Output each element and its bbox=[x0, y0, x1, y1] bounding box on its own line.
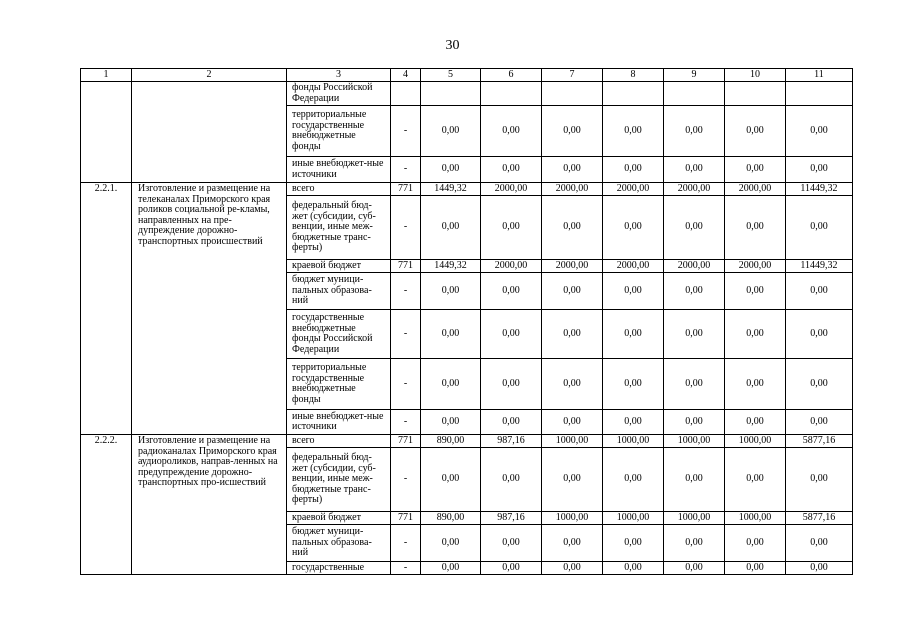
item-name-cell: Изготовление и размещение на телеканалах Приморского края роликов социальной ре-кламы, направленных на пре-дупреждение дорожно-транспортных происшествий bbox=[132, 183, 287, 435]
header-cell: 5 bbox=[421, 69, 481, 82]
amount-cell: 0,00 bbox=[786, 196, 853, 260]
header-cell: 11 bbox=[786, 69, 853, 82]
code-cell: 771 bbox=[391, 435, 421, 448]
amount-cell: 890,00 bbox=[421, 512, 481, 525]
amount-cell: 0,00 bbox=[542, 448, 603, 512]
amount-cell: 987,16 bbox=[481, 512, 542, 525]
amount-cell: 0,00 bbox=[786, 562, 853, 575]
amount-cell: 1000,00 bbox=[664, 435, 725, 448]
table-row bbox=[81, 435, 853, 448]
code-cell bbox=[391, 82, 421, 106]
amount-cell: 0,00 bbox=[542, 196, 603, 260]
amount-cell: 0,00 bbox=[725, 448, 786, 512]
amount-cell: 0,00 bbox=[421, 157, 481, 183]
amount-cell: 1000,00 bbox=[542, 512, 603, 525]
amount-cell: 0,00 bbox=[664, 157, 725, 183]
funding-source-cell: федеральный бюд-жет (субсидии, суб-венции, иные меж-бюджетные транс-ферты) bbox=[287, 448, 391, 512]
amount-cell: 0,00 bbox=[481, 448, 542, 512]
amount-cell: 0,00 bbox=[725, 359, 786, 410]
code-cell: - bbox=[391, 157, 421, 183]
funding-source-cell: иные внебюджет-ные источники bbox=[287, 157, 391, 183]
amount-cell: 0,00 bbox=[664, 448, 725, 512]
amount-cell: 1000,00 bbox=[542, 435, 603, 448]
amount-cell: 2000,00 bbox=[664, 260, 725, 273]
amount-cell: 0,00 bbox=[603, 157, 664, 183]
code-cell: - bbox=[391, 106, 421, 157]
code-cell: - bbox=[391, 273, 421, 310]
amount-cell: 0,00 bbox=[725, 106, 786, 157]
amount-cell: 0,00 bbox=[421, 448, 481, 512]
amount-cell: 1449,32 bbox=[421, 260, 481, 273]
amount-cell bbox=[603, 82, 664, 106]
amount-cell: 2000,00 bbox=[725, 260, 786, 273]
amount-cell: 0,00 bbox=[725, 310, 786, 359]
amount-cell: 0,00 bbox=[421, 310, 481, 359]
amount-cell: 0,00 bbox=[725, 157, 786, 183]
amount-cell: 890,00 bbox=[421, 435, 481, 448]
code-cell: 771 bbox=[391, 512, 421, 525]
amount-cell: 0,00 bbox=[786, 157, 853, 183]
amount-cell: 0,00 bbox=[421, 359, 481, 410]
funding-source-cell: краевой бюджет bbox=[287, 260, 391, 273]
amount-cell: 5877,16 bbox=[786, 435, 853, 448]
funding-source-cell: территориальные государственные внебюджетные фонды bbox=[287, 359, 391, 410]
item-number-cell: 2.2.1. bbox=[81, 183, 132, 435]
amount-cell: 0,00 bbox=[421, 106, 481, 157]
amount-cell: 1000,00 bbox=[664, 512, 725, 525]
amount-cell: 0,00 bbox=[603, 562, 664, 575]
header-cell: 4 bbox=[391, 69, 421, 82]
header-cell: 2 bbox=[132, 69, 287, 82]
amount-cell: 0,00 bbox=[481, 196, 542, 260]
amount-cell: 0,00 bbox=[481, 410, 542, 435]
item-name-cell: Изготовление и размещение на радиоканалах Приморского края аудиороликов, направ-ленных на предупреждение дорожно-транспортных про-исшествий bbox=[132, 435, 287, 575]
amount-cell: 0,00 bbox=[725, 525, 786, 562]
amount-cell: 0,00 bbox=[542, 525, 603, 562]
funding-source-cell: государственные bbox=[287, 562, 391, 575]
amount-cell: 0,00 bbox=[786, 273, 853, 310]
funding-source-cell: территориальные государственные внебюджетные фонды bbox=[287, 106, 391, 157]
header-cell: 9 bbox=[664, 69, 725, 82]
amount-cell: 0,00 bbox=[421, 410, 481, 435]
amount-cell: 0,00 bbox=[603, 106, 664, 157]
amount-cell: 0,00 bbox=[664, 273, 725, 310]
amount-cell bbox=[786, 82, 853, 106]
amount-cell: 0,00 bbox=[786, 525, 853, 562]
code-cell: - bbox=[391, 359, 421, 410]
amount-cell: 0,00 bbox=[603, 359, 664, 410]
amount-cell: 0,00 bbox=[542, 562, 603, 575]
header-cell: 8 bbox=[603, 69, 664, 82]
amount-cell: 2000,00 bbox=[481, 183, 542, 196]
amount-cell: 987,16 bbox=[481, 435, 542, 448]
amount-cell: 11449,32 bbox=[786, 260, 853, 273]
header-cell: 10 bbox=[725, 69, 786, 82]
amount-cell: 0,00 bbox=[603, 273, 664, 310]
header-cell: 7 bbox=[542, 69, 603, 82]
code-cell: - bbox=[391, 196, 421, 260]
amount-cell: 1449,32 bbox=[421, 183, 481, 196]
amount-cell: 0,00 bbox=[603, 310, 664, 359]
amount-cell: 0,00 bbox=[664, 310, 725, 359]
amount-cell: 0,00 bbox=[542, 273, 603, 310]
table-row bbox=[81, 82, 853, 106]
header-cell: 6 bbox=[481, 69, 542, 82]
code-cell: - bbox=[391, 310, 421, 359]
funding-source-cell: бюджет муници-пальных образова-ний bbox=[287, 525, 391, 562]
amount-cell bbox=[542, 82, 603, 106]
code-cell: - bbox=[391, 525, 421, 562]
amount-cell: 1000,00 bbox=[725, 512, 786, 525]
amount-cell: 0,00 bbox=[664, 106, 725, 157]
funding-source-cell: всего bbox=[287, 183, 391, 196]
header-cell: 3 bbox=[287, 69, 391, 82]
code-cell: - bbox=[391, 448, 421, 512]
amount-cell: 0,00 bbox=[421, 562, 481, 575]
amount-cell: 0,00 bbox=[421, 525, 481, 562]
page-number: 30 bbox=[445, 38, 460, 53]
amount-cell: 0,00 bbox=[542, 359, 603, 410]
code-cell: 771 bbox=[391, 260, 421, 273]
budget-table bbox=[80, 68, 853, 575]
header-cell: 1 bbox=[81, 69, 132, 82]
funding-source-cell: государственные внебюджетные фонды Российской Федерации bbox=[287, 310, 391, 359]
amount-cell: 2000,00 bbox=[664, 183, 725, 196]
amount-cell: 2000,00 bbox=[603, 183, 664, 196]
amount-cell bbox=[481, 82, 542, 106]
amount-cell: 0,00 bbox=[542, 106, 603, 157]
amount-cell: 2000,00 bbox=[542, 183, 603, 196]
amount-cell: 0,00 bbox=[786, 359, 853, 410]
amount-cell: 0,00 bbox=[542, 157, 603, 183]
amount-cell: 0,00 bbox=[664, 196, 725, 260]
amount-cell: 0,00 bbox=[664, 359, 725, 410]
amount-cell: 0,00 bbox=[725, 196, 786, 260]
amount-cell: 0,00 bbox=[725, 410, 786, 435]
amount-cell: 5877,16 bbox=[786, 512, 853, 525]
funding-source-cell: всего bbox=[287, 435, 391, 448]
amount-cell: 0,00 bbox=[542, 310, 603, 359]
code-cell: 771 bbox=[391, 183, 421, 196]
funding-source-cell: бюджет муници-пальных образова-ний bbox=[287, 273, 391, 310]
amount-cell bbox=[421, 82, 481, 106]
amount-cell: 0,00 bbox=[481, 562, 542, 575]
amount-cell: 0,00 bbox=[481, 106, 542, 157]
code-cell: - bbox=[391, 562, 421, 575]
amount-cell: 2000,00 bbox=[725, 183, 786, 196]
amount-cell: 0,00 bbox=[725, 562, 786, 575]
amount-cell: 0,00 bbox=[481, 273, 542, 310]
amount-cell: 1000,00 bbox=[725, 435, 786, 448]
item-number-cell: 2.2.2. bbox=[81, 435, 132, 575]
amount-cell bbox=[664, 82, 725, 106]
code-cell: - bbox=[391, 410, 421, 435]
funding-source-cell: фонды Российской Федерации bbox=[287, 82, 391, 106]
amount-cell: 2000,00 bbox=[542, 260, 603, 273]
item-number-cell bbox=[81, 82, 132, 183]
amount-cell: 1000,00 bbox=[603, 435, 664, 448]
amount-cell: 0,00 bbox=[481, 525, 542, 562]
header-row bbox=[81, 69, 853, 82]
amount-cell: 0,00 bbox=[664, 562, 725, 575]
table-row bbox=[81, 183, 853, 196]
amount-cell: 0,00 bbox=[786, 410, 853, 435]
amount-cell: 0,00 bbox=[603, 410, 664, 435]
amount-cell: 2000,00 bbox=[603, 260, 664, 273]
amount-cell: 2000,00 bbox=[481, 260, 542, 273]
amount-cell: 0,00 bbox=[664, 525, 725, 562]
amount-cell: 0,00 bbox=[786, 310, 853, 359]
amount-cell: 0,00 bbox=[542, 410, 603, 435]
amount-cell: 0,00 bbox=[603, 448, 664, 512]
amount-cell: 0,00 bbox=[786, 106, 853, 157]
amount-cell: 11449,32 bbox=[786, 183, 853, 196]
funding-source-cell: краевой бюджет bbox=[287, 512, 391, 525]
amount-cell: 0,00 bbox=[725, 273, 786, 310]
amount-cell: 0,00 bbox=[786, 448, 853, 512]
funding-source-cell: иные внебюджет-ные источники bbox=[287, 410, 391, 435]
amount-cell: 0,00 bbox=[481, 310, 542, 359]
funding-source-cell: федеральный бюд-жет (субсидии, суб-венции, иные меж-бюджетные транс-ферты) bbox=[287, 196, 391, 260]
amount-cell: 0,00 bbox=[603, 525, 664, 562]
amount-cell: 0,00 bbox=[421, 273, 481, 310]
amount-cell: 0,00 bbox=[481, 157, 542, 183]
amount-cell: 1000,00 bbox=[603, 512, 664, 525]
amount-cell bbox=[725, 82, 786, 106]
amount-cell: 0,00 bbox=[603, 196, 664, 260]
amount-cell: 0,00 bbox=[664, 410, 725, 435]
amount-cell: 0,00 bbox=[421, 196, 481, 260]
amount-cell: 0,00 bbox=[481, 359, 542, 410]
item-name-cell bbox=[132, 82, 287, 183]
